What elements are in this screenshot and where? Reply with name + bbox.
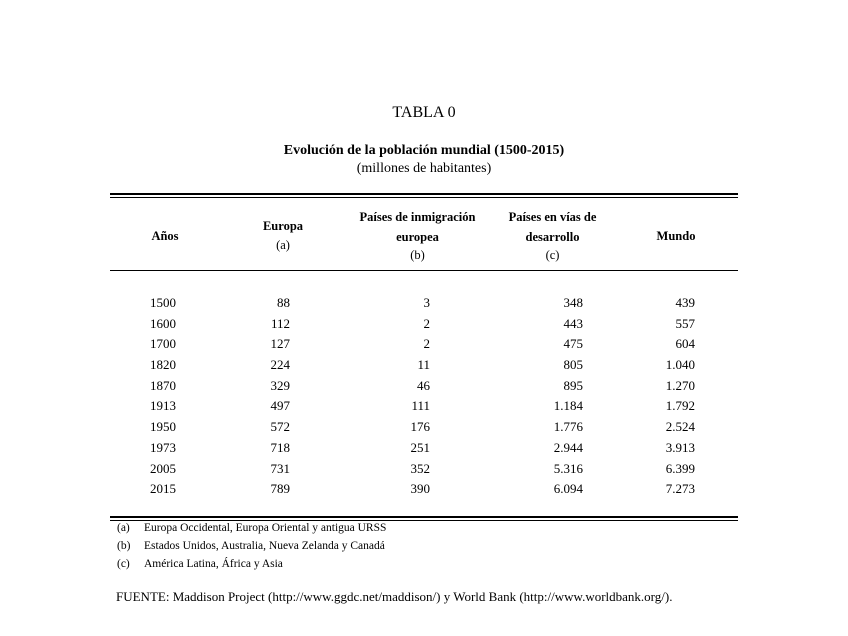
table-row [0, 376, 848, 397]
header-desarrollo-line1: Países en vías de [508, 210, 597, 224]
footnote-text: Estados Unidos, Australia, Nueva Zelanda y Canadá [144, 540, 385, 552]
footnote-a [117, 520, 386, 536]
table-row [0, 459, 848, 480]
cell-desarrollo: 805 [563, 357, 583, 373]
cell-year: 2015 [150, 481, 176, 497]
top-rule-thick [110, 193, 738, 195]
footnote-c [117, 556, 283, 572]
header-desarrollo-line2: desarrollo [525, 230, 580, 244]
table-row [0, 334, 848, 355]
cell-year: 2005 [150, 460, 176, 476]
table-label: TABLA 0 [392, 104, 456, 121]
cell-mundo: 1.040 [665, 357, 695, 373]
cell-desarrollo: 2.944 [553, 439, 583, 455]
cell-mundo: 1.270 [665, 377, 695, 393]
footnote-mark: (b) [117, 540, 131, 552]
cell-desarrollo: 475 [563, 336, 583, 352]
cell-mundo: 3.913 [665, 439, 695, 455]
source-note: FUENTE: Maddison Project (http://www.ggdc.net/maddison/) y World Bank (http://www.worldbank.org/). [116, 589, 673, 604]
table-body [0, 293, 848, 500]
cell-mundo: 7.273 [665, 481, 695, 497]
table-row [0, 396, 848, 417]
cell-inmigracion: 111 [411, 398, 430, 414]
cell-inmigracion: 352 [410, 460, 430, 476]
cell-europa: 112 [270, 315, 290, 331]
header-europa-note: (a) [276, 238, 290, 252]
cell-inmigracion: 176 [410, 419, 430, 435]
cell-year: 1700 [150, 336, 176, 352]
cell-mundo: 557 [675, 315, 695, 331]
cell-mundo: 2.524 [665, 419, 695, 435]
header-inmigracion-line2: europea [396, 230, 439, 244]
cell-europa: 329 [270, 377, 290, 393]
table-row [0, 314, 848, 335]
cell-desarrollo: 443 [563, 315, 583, 331]
cell-inmigracion: 251 [410, 439, 430, 455]
header-europa: Europa [262, 219, 304, 233]
cell-europa: 88 [277, 295, 290, 310]
cell-year: 1870 [150, 377, 176, 393]
footnote-text: Europa Occidental, Europa Oriental y antigua URSS [144, 522, 387, 534]
table-row [0, 355, 848, 376]
cell-mundo: 1.792 [665, 398, 695, 414]
header-anos: Años [151, 229, 179, 243]
cell-inmigracion: 11 [417, 357, 430, 373]
cell-inmigracion: 46 [417, 377, 430, 393]
header-inmigracion-line1: Países de inmigración [359, 210, 476, 224]
cell-year: 1600 [150, 315, 176, 331]
header-inmigracion-note: (b) [410, 248, 425, 262]
cell-mundo: 6.399 [665, 460, 695, 476]
cell-europa: 718 [270, 439, 290, 455]
header-rule [110, 270, 738, 271]
cell-desarrollo: 6.094 [553, 481, 583, 497]
table-subtitle: (millones de habitantes) [356, 161, 492, 176]
header-mundo: Mundo [656, 229, 696, 243]
cell-year: 1950 [150, 419, 176, 435]
cell-mundo: 604 [675, 336, 695, 352]
cell-inmigracion: 3 [423, 295, 430, 310]
cell-europa: 127 [270, 336, 290, 352]
cell-desarrollo: 5.316 [553, 460, 583, 476]
footnote-text: América Latina, África y Asia [144, 558, 283, 570]
header-desarrollo-note: (c) [545, 248, 560, 262]
cell-europa: 731 [270, 460, 290, 476]
cell-year: 1913 [150, 398, 176, 414]
table-row [0, 479, 848, 500]
cell-desarrollo: 1.776 [553, 419, 583, 435]
cell-year: 1820 [150, 357, 176, 373]
cell-desarrollo: 895 [563, 377, 583, 393]
footnote-mark: (c) [117, 558, 130, 570]
cell-inmigracion: 2 [423, 336, 430, 352]
cell-europa: 789 [270, 481, 290, 497]
bottom-rule-thick [110, 516, 738, 518]
cell-europa: 224 [270, 357, 290, 373]
table-row [0, 438, 848, 459]
cell-mundo: 439 [675, 295, 695, 310]
footnote-b [117, 538, 385, 554]
table-row [0, 417, 848, 438]
cell-year: 1973 [150, 439, 176, 455]
footnote-mark: (a) [117, 522, 130, 534]
table-title: Evolución de la población mundial (1500-2015) [283, 143, 565, 158]
cell-inmigracion: 2 [423, 315, 430, 331]
cell-desarrollo: 348 [563, 295, 583, 310]
table-row [0, 293, 848, 314]
cell-inmigracion: 390 [410, 481, 430, 497]
cell-year: 1500 [150, 295, 176, 310]
top-rule-thin [110, 197, 738, 198]
cell-europa: 497 [270, 398, 290, 414]
cell-europa: 572 [270, 419, 290, 435]
cell-desarrollo: 1.184 [553, 398, 583, 414]
